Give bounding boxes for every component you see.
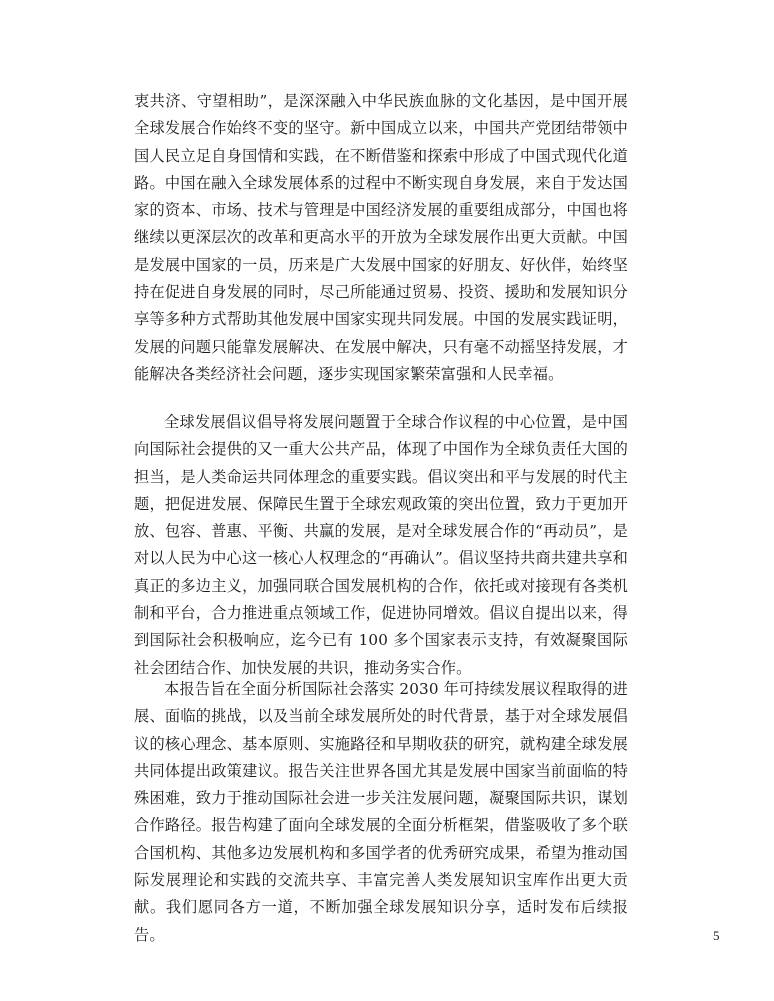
body-paragraph-2: 全球发展倡议倡导将发展问题置于全球合作议程的中心位置，是中国向国际社会提供的又一重大公共产品，体现了中国作为全球负责任大国的担当，是人类命运共同体理念的重要实践。倡议突出和平与发展的时代主题，把促进发展、保障民生置于全球宏观政策的突出位置，致力于更加开放、包容、普惠、平衡、共赢的发展，是对全球发展合作的“再动员”，是对以人民为中心这一核心人权理念的“再确认”。倡议坚持共商共建共享和真正的多边主义，加强同联合国发展机构的合作，依托或对接现有各类机制和平台，合力推进重点领域工作，促进协同增效。倡议自提出以来，得到国际社会积极响应，迄今已有 100 多个国家表示支持，有效凝聚国际社会团结合作、加快发展的共识，推动务实合作。 — [134, 413, 628, 677]
page-number: 5 — [713, 928, 720, 943]
body-paragraph-3: 本报告旨在全面分析国际社会落实 2030 年可持续发展议程取得的进展、面临的挑战，以及当前全球发展所处的时代背景，基于对全球发展倡议的核心理念、基本原则、实施路径和早期收获的研究，就构建全球发展共同体提出政策建议。报告关注世界各国尤其是发展中国家当前面临的特殊困难，致力于推动国际社会进一步关注发展问题，凝聚国际共识，谋划合作路径。报告构建了面向全球发展的全面分析框架，借鉴吸收了多个联合国机构、其他多边发展机构和多国学者的优秀研究成果，希望为推动国际发展理论和实践的交流共享、丰富完善人类发展知识宝库作出更大贡献。我们愿同各方一道，不断加强全球发展知识分享，适时发布后续报告。 — [134, 680, 628, 944]
body-paragraph-1: 衷共济、守望相助”，是深深融入中华民族血脉的文化基因，是中国开展全球发展合作始终不变的坚守。新中国成立以来，中国共产党团结带领中国人民立足自身国情和实践，在不断借鉴和探索中形成了中国式现代化道路。中国在融入全球发展体系的过程中不断实现自身发展，来自于发达国家的资本、市场、技术与管理是中国经济发展的重要组成部分，中国也将继续以更深层次的改革和更高水平的开放为全球发展作出更大贡献。中国是发展中国家的一员，历来是广大发展中国家的好朋友、好伙伴，始终坚持在促进自身发展的同时，尽己所能通过贸易、投资、援助和发展知识分享等多种方式帮助其他发展中国家实现共同发展。中国的发展实践证明，发展的问题只能靠发展解决、在发展中解决，只有毫不动摇坚持发展，才能解决各类经济社会问题，逐步实现国家繁荣富强和人民幸福。 — [134, 92, 628, 383]
